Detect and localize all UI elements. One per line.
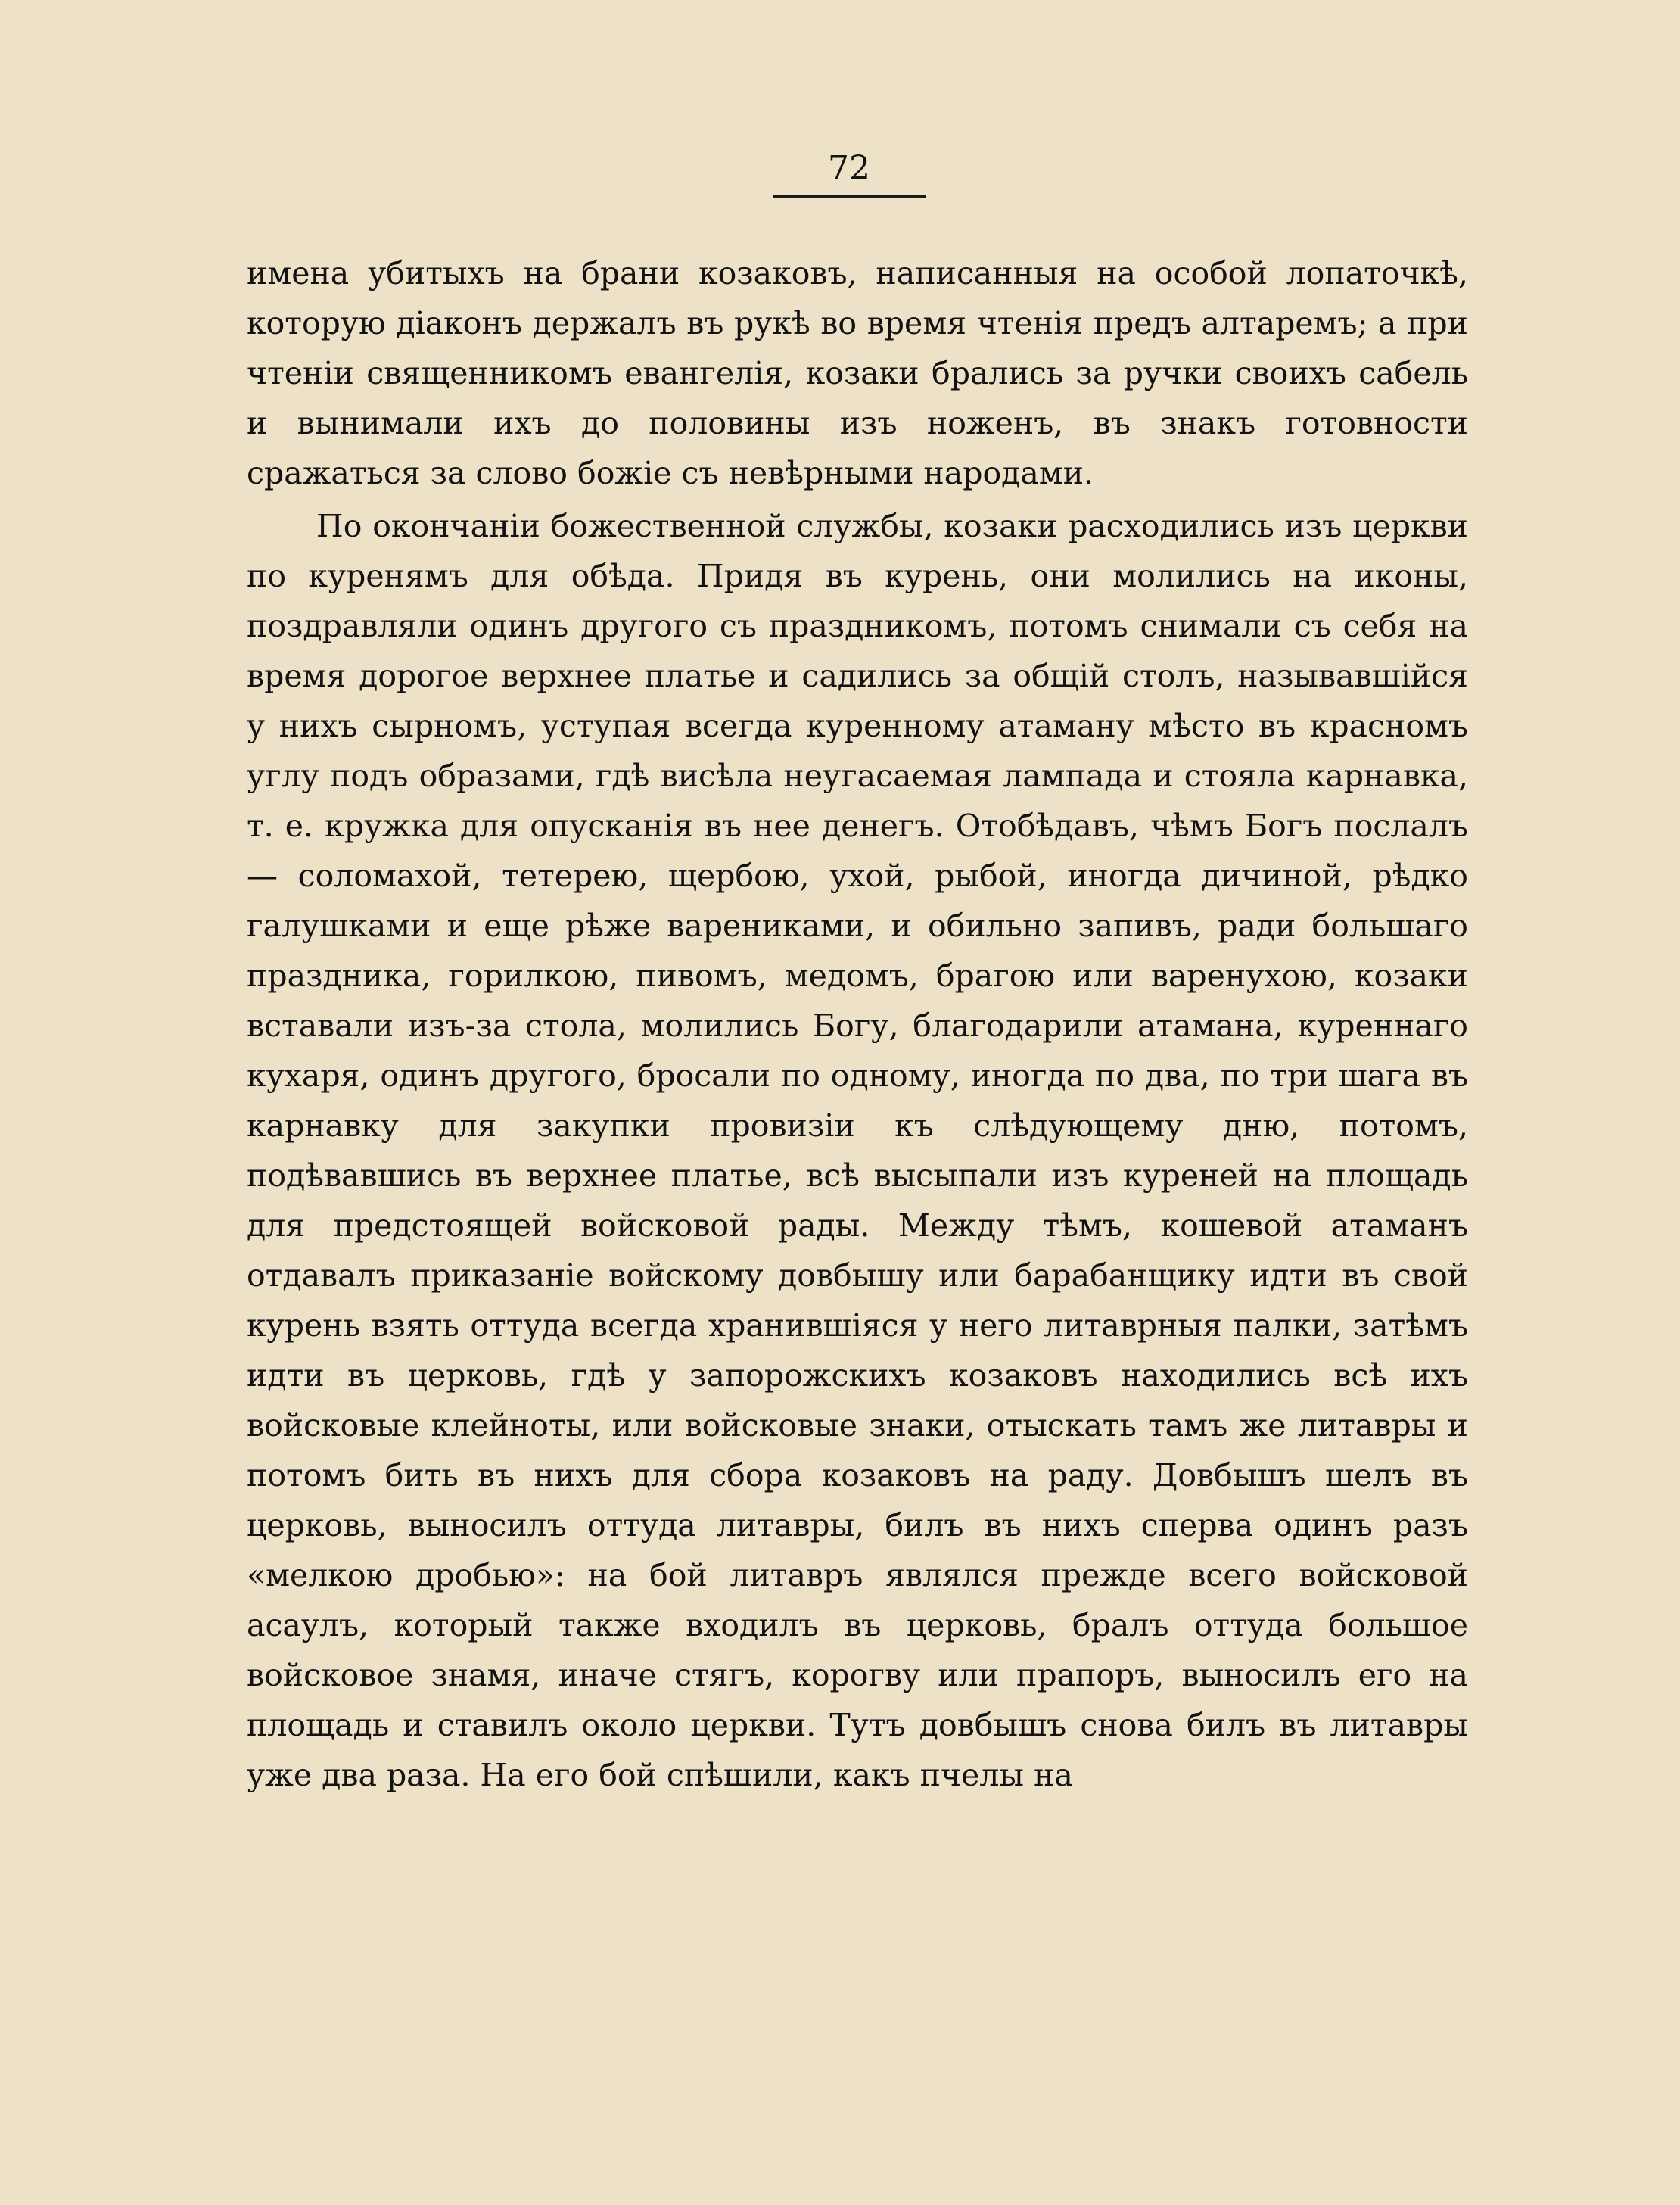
page-number-rule [773,195,926,198]
body-text [247,248,1468,1800]
paragraph-2: По окончаніи божественной службы, козаки расходились изъ церкви по куренямъ для обѣда. Придя въ курень, они молились на иконы, поздравляли одинъ другого съ праздникомъ, потомъ снимали съ себя на время дорогое верхнее платье и садились за общій столъ, называвшійся у нихъ сырномъ, уступая всегда куренному атаману мѣсто въ красномъ углу подъ образами, гдѣ висѣла неугасаемая лампада и стояла карнавка, т. е. кружка для опусканія въ нее денегъ. Отобѣдавъ, чѣмъ Богъ послалъ — соломахой, тетерею, щербою, ухой, рыбой, иногда дичиной, рѣдко галушками и еще рѣже варениками, и обильно запивъ, ради большаго праздника, горилкою, пивомъ, медомъ, брагою или варенухою, козаки вставали изъ-за стола, молились Богу, благодарили атамана, куреннаго кухаря, одинъ другого, бросали по одному, иногда по два, по три шага въ карнавку для закупки провизіи къ слѣдующему дню, потомъ, подѣвавшись въ верхнее платье, всѣ высыпали изъ куреней на площадь для предстоящей войсковой рады. Между тѣмъ, кошевой атаманъ отдавалъ приказаніе войскому довбышу или барабанщику идти въ свой курень взять оттуда всегда хранившіяся у него литаврныя палки, затѣмъ идти въ церковь, гдѣ у запорожскихъ козаковъ находились всѣ ихъ войсковые клейноты, или войсковые знаки, отыскать тамъ же литавры и потомъ бить въ нихъ для сбора козаковъ на раду. Довбышъ шелъ въ церковь, выносилъ оттуда литавры, билъ въ нихъ сперва одинъ разъ «мелкою дробью»: на бой литавръ являлся прежде всего войсковой асаулъ, который также входилъ въ церковь, бралъ оттуда большое войсковое знамя, иначе стягъ, корогву или прапоръ, выносилъ его на площадь и ставилъ около церкви. Тутъ довбышъ снова билъ въ литавры уже два раза. На его бой спѣшили, какъ пчелы на [247,508,1468,1793]
paragraph-1: имена убитыхъ на брани козаковъ, написанныя на особой лопаточкѣ, которую діаконъ держалъ въ рукѣ во время чтенія предъ алтаремъ; а при чтеніи священникомъ евангелія, козаки брались за ручки своихъ сабель и вынимали ихъ до половины изъ ноженъ, въ знакъ готовности сражаться за слово божіе съ невѣрными народами. [247,255,1468,491]
page-number: 72 [828,149,870,188]
